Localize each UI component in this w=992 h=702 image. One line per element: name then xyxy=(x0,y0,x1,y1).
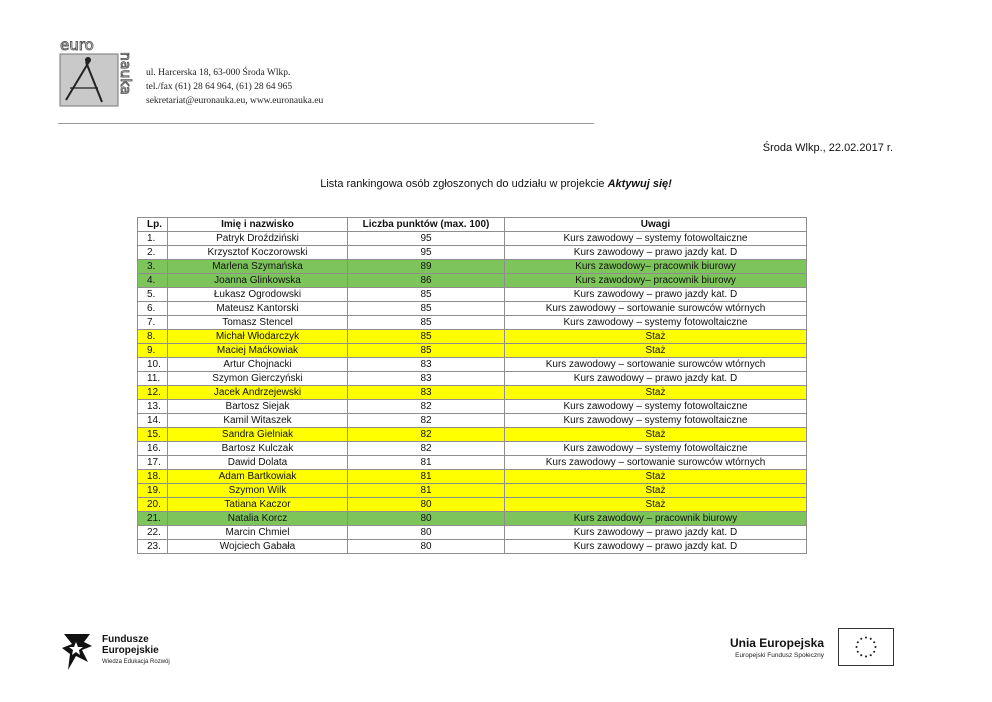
table-row xyxy=(138,428,807,442)
cell-lp: 18. xyxy=(138,470,168,484)
cell-note: Staż xyxy=(505,428,807,442)
heading-text: Lista rankingowa osób zgłoszonych do udziału w projekcie xyxy=(320,178,608,190)
cell-name: Tatiana Kaczor xyxy=(168,498,348,512)
table-row xyxy=(138,540,807,554)
table-row xyxy=(138,316,807,330)
cell-points: 95 xyxy=(348,232,505,246)
cell-lp: 17. xyxy=(138,456,168,470)
cell-lp: 11. xyxy=(138,372,168,386)
cell-points: 82 xyxy=(348,442,505,456)
table-row xyxy=(138,456,807,470)
cell-lp: 12. xyxy=(138,386,168,400)
cell-note: Kurs zawodowy – systemy fotowoltaiczne xyxy=(505,316,807,330)
cell-name: Michał Włodarczyk xyxy=(168,330,348,344)
ranking-table xyxy=(137,217,807,554)
table-row xyxy=(138,386,807,400)
cell-points: 85 xyxy=(348,288,505,302)
eu-star-icon xyxy=(873,641,875,643)
cell-points: 82 xyxy=(348,428,505,442)
cell-lp: 6. xyxy=(138,302,168,316)
table-row xyxy=(138,372,807,386)
cell-points: 86 xyxy=(348,274,505,288)
cell-note: Kurs zawodowy – prawo jazdy kat. D xyxy=(505,540,807,554)
cell-lp: 14. xyxy=(138,414,168,428)
cell-points: 81 xyxy=(348,484,505,498)
cell-note: Kurs zawodowy – sortowanie surowców wtórnych xyxy=(505,302,807,316)
table-row xyxy=(138,498,807,512)
cell-lp: 9. xyxy=(138,344,168,358)
cell-name: Wojciech Gabała xyxy=(168,540,348,554)
svg-text:euro: euro xyxy=(60,38,94,54)
cell-note: Kurs zawodowy – sortowanie surowców wtórnych xyxy=(505,456,807,470)
cell-points: 80 xyxy=(348,498,505,512)
table-row xyxy=(138,400,807,414)
cell-note: Staż xyxy=(505,484,807,498)
cell-points: 82 xyxy=(348,414,505,428)
cell-lp: 4. xyxy=(138,274,168,288)
cell-name: Kamil Witaszek xyxy=(168,414,348,428)
table-row xyxy=(138,344,807,358)
cell-name: Łukasz Ogrodowski xyxy=(168,288,348,302)
cell-name: Joanna Glinkowska xyxy=(168,274,348,288)
eu-star-icon xyxy=(857,651,859,653)
table-row xyxy=(138,526,807,540)
cell-lp: 1. xyxy=(138,232,168,246)
ue-text-block xyxy=(730,636,824,659)
eu-star-icon xyxy=(860,654,862,656)
cell-note: Kurs zawodowy – prawo jazdy kat. D xyxy=(505,288,807,302)
eu-star-icon xyxy=(865,655,867,657)
cell-note: Staż xyxy=(505,330,807,344)
cell-points: 85 xyxy=(348,344,505,358)
table-body xyxy=(138,232,807,554)
cell-points: 85 xyxy=(348,302,505,316)
cell-note: Kurs zawodowy – systemy fotowoltaiczne xyxy=(505,400,807,414)
fe-line1: Fundusze xyxy=(102,634,149,645)
cell-note: Kurs zawodowy – systemy fotowoltaiczne xyxy=(505,414,807,428)
document-date: Środa Wlkp., 22.02.2017 r. xyxy=(762,142,893,154)
table-row xyxy=(138,442,807,456)
cell-lp: 20. xyxy=(138,498,168,512)
fe-line2: Europejskie xyxy=(102,645,159,656)
cell-lp: 5. xyxy=(138,288,168,302)
email-line: sekretariat@euronauka.eu, www.euronauka.eu xyxy=(146,96,324,106)
table-row xyxy=(138,512,807,526)
contact-block xyxy=(146,66,323,108)
cell-lp: 13. xyxy=(138,400,168,414)
table-row xyxy=(138,414,807,428)
cell-note: Kurs zawodowy – prawo jazdy kat. D xyxy=(505,526,807,540)
cell-name: Szymon Wilk xyxy=(168,484,348,498)
cell-lp: 15. xyxy=(138,428,168,442)
cell-name: Tomasz Stencel xyxy=(168,316,348,330)
eu-flag-icon xyxy=(838,628,894,666)
svg-text:nauka: nauka xyxy=(117,52,133,95)
cell-note: Kurs zawodowy – systemy fotowoltaiczne xyxy=(505,232,807,246)
table-header-row xyxy=(138,218,807,232)
cell-points: 80 xyxy=(348,512,505,526)
cell-name: Dawid Dolata xyxy=(168,456,348,470)
col-header-notes: Uwagi xyxy=(505,218,807,232)
cell-lp: 2. xyxy=(138,246,168,260)
col-header-points: Liczba punktów (max. 100) xyxy=(348,218,505,232)
table-row xyxy=(138,302,807,316)
address-line: ul. Harcerska 18, 63-000 Środa Wlkp. xyxy=(146,68,291,78)
cell-name: Mateusz Kantorski xyxy=(168,302,348,316)
cell-points: 81 xyxy=(348,456,505,470)
table-row xyxy=(138,484,807,498)
eu-star-icon xyxy=(874,646,876,648)
cell-lp: 16. xyxy=(138,442,168,456)
eu-star-icon xyxy=(870,638,872,640)
cell-points: 80 xyxy=(348,540,505,554)
cell-note: Kurs zawodowy– pracownik biurowy xyxy=(505,260,807,274)
cell-note: Kurs zawodowy – prawo jazdy kat. D xyxy=(505,372,807,386)
cell-lp: 22. xyxy=(138,526,168,540)
table-row xyxy=(138,246,807,260)
header-divider xyxy=(58,123,594,124)
cell-points: 82 xyxy=(348,400,505,414)
eu-star-icon xyxy=(860,638,862,640)
cell-name: Bartosz Kulczak xyxy=(168,442,348,456)
cell-name: Maciej Maćkowiak xyxy=(168,344,348,358)
table-row xyxy=(138,260,807,274)
cell-note: Staż xyxy=(505,498,807,512)
cell-points: 95 xyxy=(348,246,505,260)
eu-star-icon xyxy=(857,641,859,643)
cell-note: Kurs zawodowy – pracownik biurowy xyxy=(505,512,807,526)
cell-points: 80 xyxy=(348,526,505,540)
eu-star-icon xyxy=(870,654,872,656)
cell-name: Adam Bartkowiak xyxy=(168,470,348,484)
cell-points: 89 xyxy=(348,260,505,274)
cell-lp: 23. xyxy=(138,540,168,554)
fe-star-icon xyxy=(62,632,94,672)
cell-lp: 7. xyxy=(138,316,168,330)
cell-note: Kurs zawodowy – prawo jazdy kat. D xyxy=(505,246,807,260)
euronauka-logo xyxy=(58,38,138,112)
fundusze-europejskie-logo xyxy=(62,632,170,672)
cell-points: 83 xyxy=(348,358,505,372)
table-row xyxy=(138,232,807,246)
cell-name: Bartosz Siejak xyxy=(168,400,348,414)
cell-note: Staż xyxy=(505,386,807,400)
cell-note: Staż xyxy=(505,344,807,358)
cell-note: Kurs zawodowy– pracownik biurowy xyxy=(505,274,807,288)
ue-subtitle: Europejski Fundusz Społeczny xyxy=(735,652,824,659)
cell-lp: 10. xyxy=(138,358,168,372)
eu-star-icon xyxy=(855,646,857,648)
cell-name: Marlena Szymańska xyxy=(168,260,348,274)
cell-name: Marcin Chmiel xyxy=(168,526,348,540)
cell-lp: 19. xyxy=(138,484,168,498)
cell-points: 83 xyxy=(348,386,505,400)
cell-note: Kurs zawodowy – systemy fotowoltaiczne xyxy=(505,442,807,456)
cell-lp: 3. xyxy=(138,260,168,274)
fe-subtitle: Wiedza Edukacja Rozwój xyxy=(102,659,170,665)
cell-name: Jacek Andrzejewski xyxy=(168,386,348,400)
col-header-lp: Lp. xyxy=(138,218,168,232)
col-header-name: Imię i nazwisko xyxy=(168,218,348,232)
cell-note: Staż xyxy=(505,470,807,484)
project-name: Aktywuj się! xyxy=(607,178,672,190)
table-row xyxy=(138,330,807,344)
cell-points: 85 xyxy=(348,330,505,344)
cell-name: Krzysztof Koczorowski xyxy=(168,246,348,260)
cell-note: Kurs zawodowy – sortowanie surowców wtórnych xyxy=(505,358,807,372)
eu-star-icon xyxy=(873,651,875,653)
cell-name: Artur Chojnacki xyxy=(168,358,348,372)
document-heading xyxy=(0,178,992,190)
table-row xyxy=(138,470,807,484)
eu-star-icon xyxy=(865,636,867,638)
cell-name: Natalia Korcz xyxy=(168,512,348,526)
cell-lp: 8. xyxy=(138,330,168,344)
cell-points: 85 xyxy=(348,316,505,330)
cell-points: 81 xyxy=(348,470,505,484)
table-row xyxy=(138,288,807,302)
cell-lp: 21. xyxy=(138,512,168,526)
cell-name: Szymon Gierczyński xyxy=(168,372,348,386)
table-row xyxy=(138,274,807,288)
phone-line: tel./fax (61) 28 64 964, (61) 28 64 965 xyxy=(146,82,293,92)
cell-name: Sandra Gielniak xyxy=(168,428,348,442)
cell-name: Patryk Droździński xyxy=(168,232,348,246)
table-row xyxy=(138,358,807,372)
cell-points: 83 xyxy=(348,372,505,386)
ue-title: Unia Europejska xyxy=(729,636,824,650)
